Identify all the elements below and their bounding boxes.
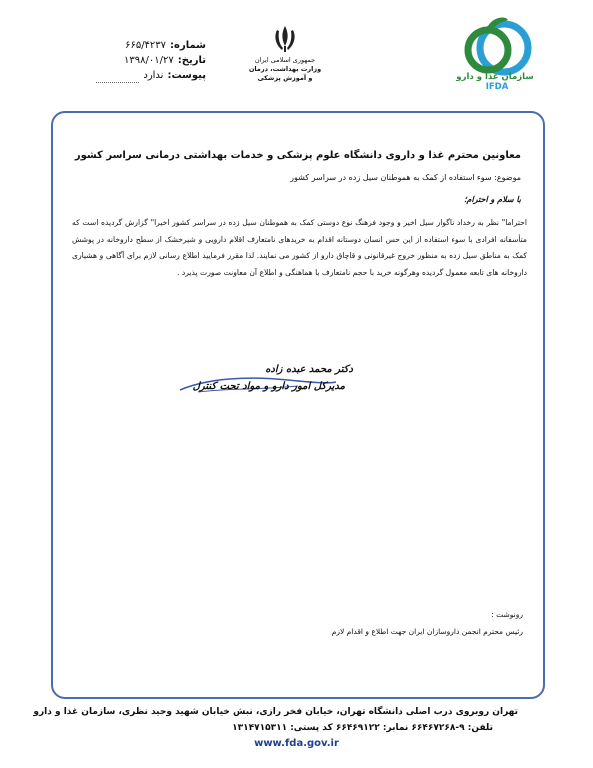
footer-address: تهران روبروی درب اصلی دانشگاه تهران، خیابان فخر رازی، نبش خیابان شهید وحید نظری، سازمان غذا و دارو bbox=[33, 707, 518, 717]
emblem-line-3: و آموزش پزشکی bbox=[257, 74, 313, 82]
letter-subject: موضوع: سوء استفاده از کمک به هموطنان سیل زده در سراسر کشور bbox=[290, 173, 521, 182]
cc-label: رونوشت : bbox=[491, 610, 523, 619]
date-label: تاریخ: bbox=[177, 55, 206, 66]
attachment-dots bbox=[96, 68, 139, 83]
org-abbr: IFDA bbox=[485, 82, 509, 92]
signatory-title: مدیرکل امور دارو و مواد تحت کنترل bbox=[192, 381, 345, 392]
emblem-icon bbox=[271, 24, 299, 54]
emblem-line-2: وزارت بهداشت، درمان bbox=[248, 65, 322, 73]
letter-body: احتراما" نظر به رخداد ناگوار سیل اخیر و وجود فرهنگ نوع دوستی کمک به هموطنان سیل زده در سراسر کشور اخیرا" گزارش گردیده است که متأسفانه افرادی با سوء استفاده از این حس انسان دوستانه اقدام به خریدهای نامتعارف اقلام دارویی و شیرخشک از سطح داروخانه در پوشش کمک به مناطق سیل زده به منظور خروج غیرقانونی و قاچاق دارو از کشور می نمایند. لذا مقرر فرمایید اطلاع رسانی لازم برای آگاهی و هشیاری داروخانه های تابعه معمول گردیده وهرگونه خرید با حجم نامتعارف با هماهنگی و اطلاع آن معاونت صورت پذیرد . bbox=[72, 218, 527, 277]
org-name: سازمان غذا و دارو bbox=[456, 72, 534, 82]
attachment-value: ندارد bbox=[143, 70, 164, 81]
org-name-block bbox=[445, 72, 545, 92]
signatory-name: دکتر محمد عبده زاده bbox=[265, 364, 353, 375]
date-value: ۱۳۹۸/۰۱/۲۷ bbox=[124, 55, 174, 66]
emblem-line-1: جمهوری اسلامی ایران bbox=[254, 56, 316, 64]
attachment-row bbox=[96, 68, 206, 83]
footer-website-link[interactable]: www.fda.gov.ir bbox=[254, 738, 339, 749]
letter-greeting: با سلام و احترام؛ bbox=[463, 195, 521, 204]
number-value: ۶۶۵/۴۲۳۷ bbox=[125, 40, 167, 51]
number-row bbox=[96, 38, 206, 53]
letter-meta bbox=[96, 38, 206, 83]
footer-phones: تلفن: ۹-۶۶۴۶۷۲۶۸ نمابر: ۶۶۴۶۹۱۲۲ کد پستی: ۱۳۱۴۷۱۵۳۱۱ bbox=[232, 723, 493, 733]
ministry-emblem bbox=[240, 24, 330, 83]
cc-item: رئیس محترم انجمن داروسازان ایران جهت اطلاع و اقدام لازم bbox=[331, 627, 523, 636]
attachment-label: پیوست: bbox=[167, 70, 206, 81]
letter-recipient: معاونین محترم غذا و داروی دانشگاه علوم پزشکی و خدمات بهداشتی درمانی سراسر کشور bbox=[74, 150, 521, 161]
number-label: شماره: bbox=[170, 40, 206, 51]
date-row bbox=[96, 53, 206, 68]
